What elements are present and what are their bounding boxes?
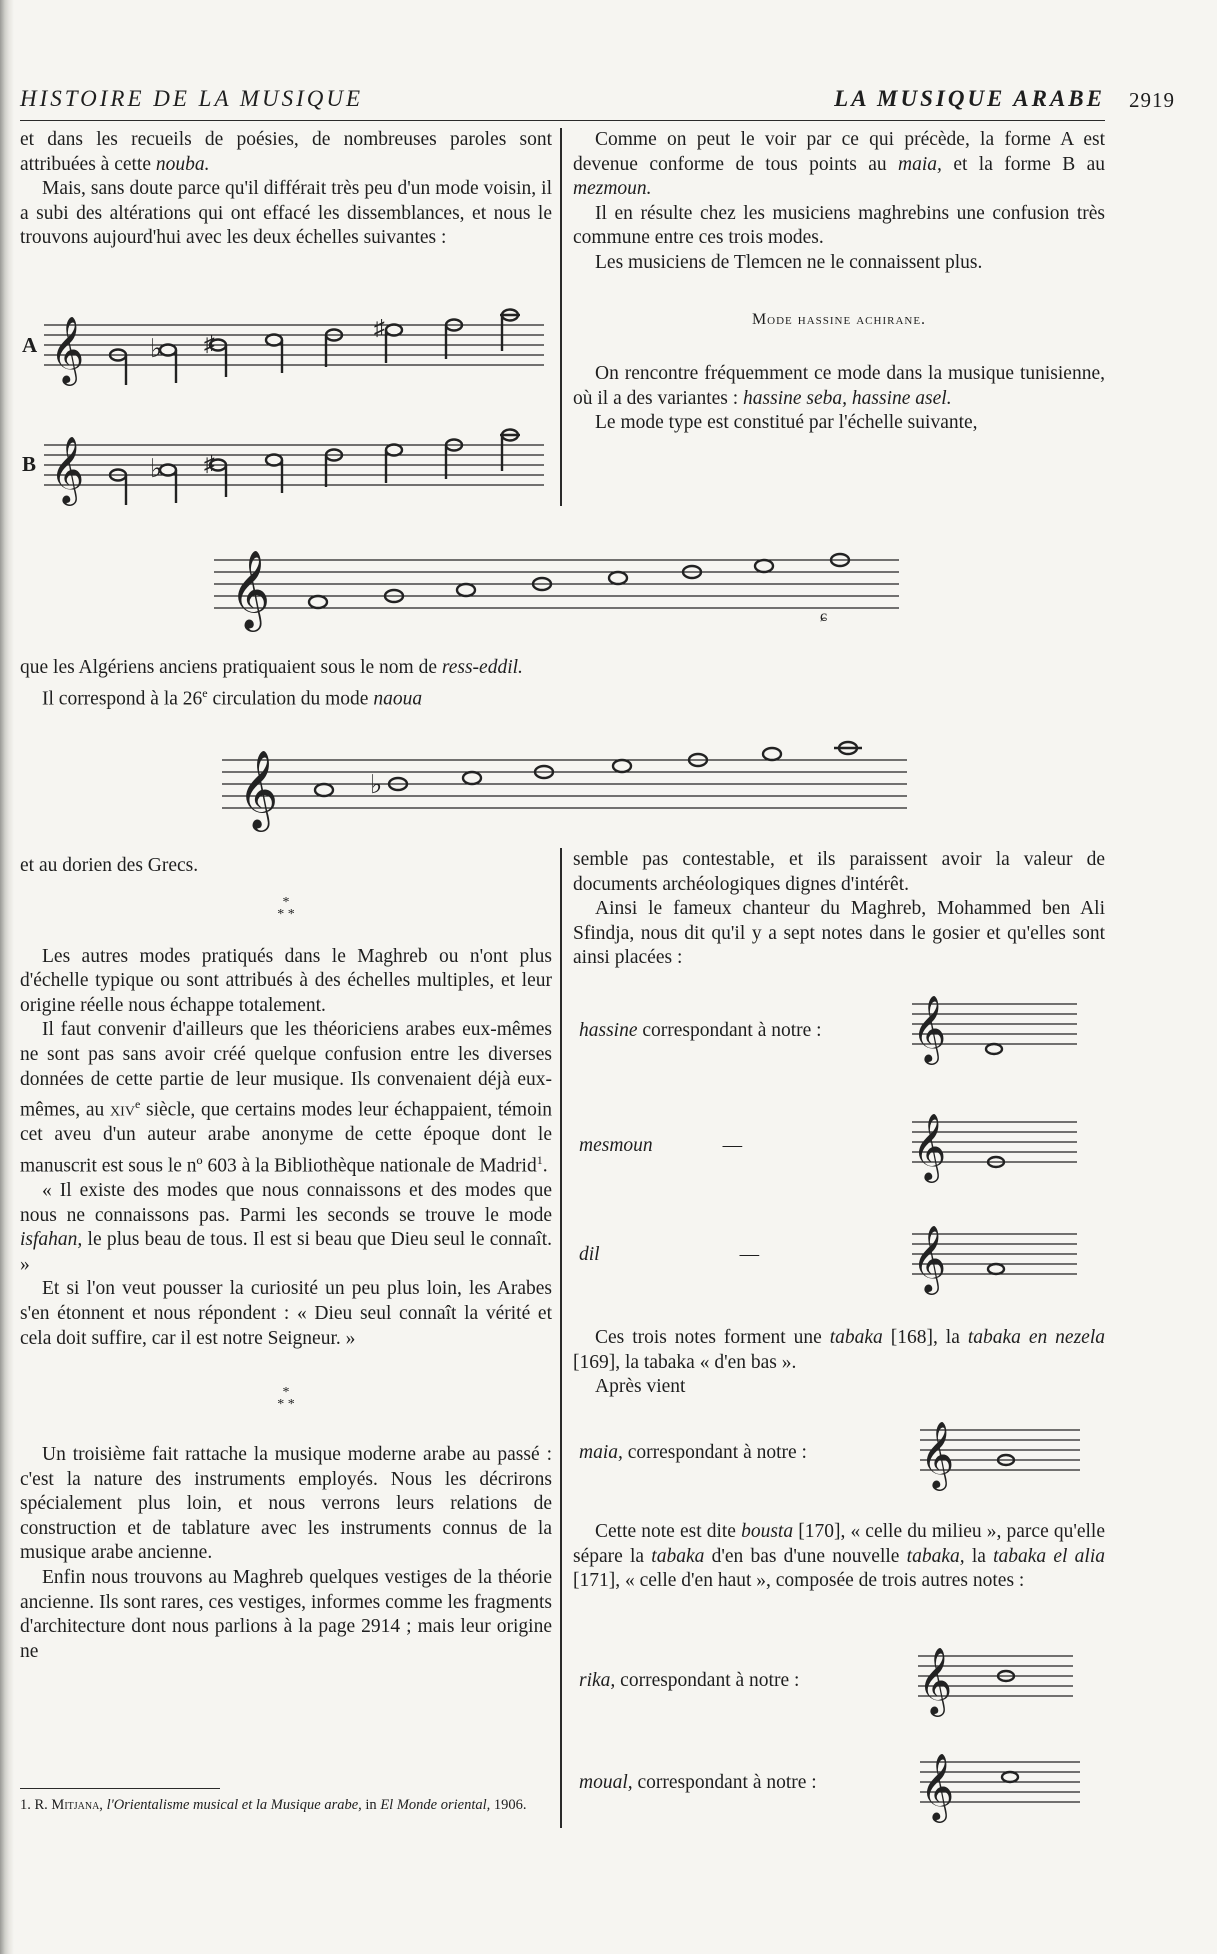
running-head-right: LA MUSIQUE ARABE [834,86,1105,111]
paragraph: et dans les recueils de poésies, de nombreuses paroles sont attribuées à cette nouba. [20,129,552,175]
paragraph: Après vient [595,1376,686,1398]
note-row-rika: rika, correspondant à notre : [579,1670,800,1691]
treble-clef-icon: 𝄞 [920,1420,955,1488]
page-number: 2919 [1129,88,1175,112]
treble-clef-icon: 𝄞 [918,1646,953,1714]
paragraph: Enfin nous trouvons au Maghreb quelques vestiges de la théorie ancienne. Ils sont rares, ces vestiges, informes comme les fragments d'architecture dont nous parlions à la page 2914 ; mais leur origine ne [20,1567,552,1662]
flat-icon: ♭ [150,334,163,363]
sharp-icon: ♯ [374,315,385,340]
music-staff-rika [918,1642,1073,1712]
paragraph: Le mode type est constitué par l'échelle suivante, [595,412,978,434]
treble-clef-icon: 𝄞 [230,550,271,629]
music-staff-maia [920,1416,1080,1486]
note-row-mesmoun: mesmoun — [579,1135,743,1156]
running-head-left: HISTOIRE DE LA MUSIQUE [20,86,364,111]
left-column-bottom [20,854,552,1664]
note-row-maia: maia, correspondant à notre : [579,1442,807,1463]
note-row-dil: dil — [579,1244,760,1265]
accidental-mark-icon: ɕ [820,608,828,625]
right-column-lower [573,1520,1105,1594]
treble-clef-icon: 𝄞 [920,1752,955,1820]
paragraph: Il faut convenir d'ailleurs que les théoriciens arabes eux-mêmes ne sont pas sans avoir créé quelque confusion entre les diverses données de cette partie de leur musique. Ils convenaient déjà eux-mêmes, au xiv$^e$ siècle, que certains modes leur échappaient, témoin cet aveu d'un auteur arabe anonyme de cette époque dont le manuscrit est sous le nº 603 à la Bibliothèque nationale de Madrid$^1$. [20,1019,552,1177]
staff-label-b: B [22,452,37,476]
flat-icon: ♭ [370,770,383,799]
right-column-bottom [573,848,1105,971]
section-break-asterisks: * * * [277,1385,295,1413]
page-binding-edge [0,0,14,1954]
left-column-top [20,128,552,251]
paragraph: Mais, sans doute parce qu'il différait très peu d'un mode voisin, il a subi des altérations qui ont effacé les dissemblances, et nous le trouvons aujourd'hui avec les deux échelles suivantes : [20,178,552,249]
treble-clef-icon: 𝄞 [50,435,85,503]
right-column-top [573,128,1105,436]
section-break-asterisks: * * * [277,894,295,922]
running-head [20,86,1175,114]
paragraph: On rencontre fréquemment ce mode dans la musique tunisienne, où il a des variantes : hassine seba, hassine asel. [573,363,1105,409]
music-staff-dil [912,1220,1077,1290]
treble-clef-icon: 𝄞 [912,1224,947,1292]
footnote-rule [20,1788,220,1789]
paragraph: Ainsi le fameux chanteur du Maghreb, Mohammed ben Ali Sfindja, nous dit qu'il y a sept notes dans le gosier et qu'elles sont ainsi placées : [573,898,1105,969]
column-divider-bottom [560,848,562,1828]
paragraph: Les autres modes pratiqués dans le Maghreb ou n'ont plus d'échelle typique ou sont attribués à des échelles multiples, et leur origine réelle nous échappe totalement. [20,945,552,1016]
treble-clef-icon: 𝄞 [50,315,85,383]
paragraph: Il correspond à la 26e circulation du mode naoua [42,685,423,710]
paragraph: « Il existe des modes que nous connaissons et des modes que nous ne connaissons pas. Parmi les seconds se trouve le mode isfahan, le plus beau de tous. Il est si beau que Dieu seul le connaît. » [20,1179,552,1275]
paragraph: Ces trois notes forment une tabaka [168], la tabaka en nezela [169], la tabaka « d'en bas ». [573,1327,1106,1373]
paragraph: que les Algériens anciens pratiquaient sous le nom de ress-eddil. [20,657,523,678]
treble-clef-icon: 𝄞 [238,750,279,829]
paragraph: Et si l'on veut pousser la curiosité un peu plus loin, les Arabes s'en étonnent et nous répondent : « Dieu seul connaît la vérité et cela doit suffire, car il est notre Seigneur. » [20,1278,552,1349]
mid-text [20,656,1105,712]
music-staff-moual [920,1748,1080,1818]
paragraph: semble pas contestable, et ils paraissent avoir la valeur de documents archéologiques dignes d'intérêt. [573,849,1105,895]
paragraph: Il en résulte chez les musiciens maghrebins une confusion très commune entre ces trois modes. [573,202,1105,249]
music-staff-hassine-achirane [214,548,899,638]
flat-icon: ♭ [150,454,163,483]
section-title: Mode hassine achirane. [751,310,927,328]
music-staff-mesmoun [912,1108,1077,1178]
sharp-icon: ♯ [204,331,215,356]
footnote: 1. R. Mitjana, l'Orientalisme musical et la Musique arabe, in El Monde oriental, 1906. [20,1797,527,1813]
sharp-icon: ♯ [204,451,215,476]
paragraph: Comme on peut le voir par ce qui précède, la forme A est devenue conforme de tous points au maia, et la forme B au mezmoun. [573,129,1106,200]
column-divider-top [560,128,562,506]
right-column-mid [573,1326,1105,1400]
paragraph: et au dorien des Grecs. [20,855,199,876]
music-staff-a [44,305,544,385]
paragraph: Un troisième fait rattache la musique moderne arabe au passé : c'est la nature des instruments employés. Nous les décrirons spécialement plus loin, et nous verrons leurs relations de construction et de tablature avec les instruments connus de la musique arabe ancienne. [20,1444,552,1564]
header-rule [20,120,1105,121]
note-row-hassine: hassine correspondant à notre : [579,1020,822,1041]
paragraph: Les musiciens de Tlemcen ne le connaissent plus. [595,251,983,273]
treble-clef-icon: 𝄞 [912,1112,947,1180]
music-staff-hassine [912,990,1077,1060]
paragraph: Cette note est dite bousta [170], « celle du milieu », parce qu'elle sépare la tabaka d'en bas d'une nouvelle tabaka, la tabaka el alia [171], « celle d'en haut », composée de trois autres notes : [573,1521,1106,1592]
treble-clef-icon: 𝄞 [912,994,947,1062]
music-staff-naoua [222,748,907,838]
staff-label-a: A [22,333,38,357]
music-staff-b [44,425,544,505]
note-row-moual: moual, correspondant à notre : [579,1772,817,1793]
